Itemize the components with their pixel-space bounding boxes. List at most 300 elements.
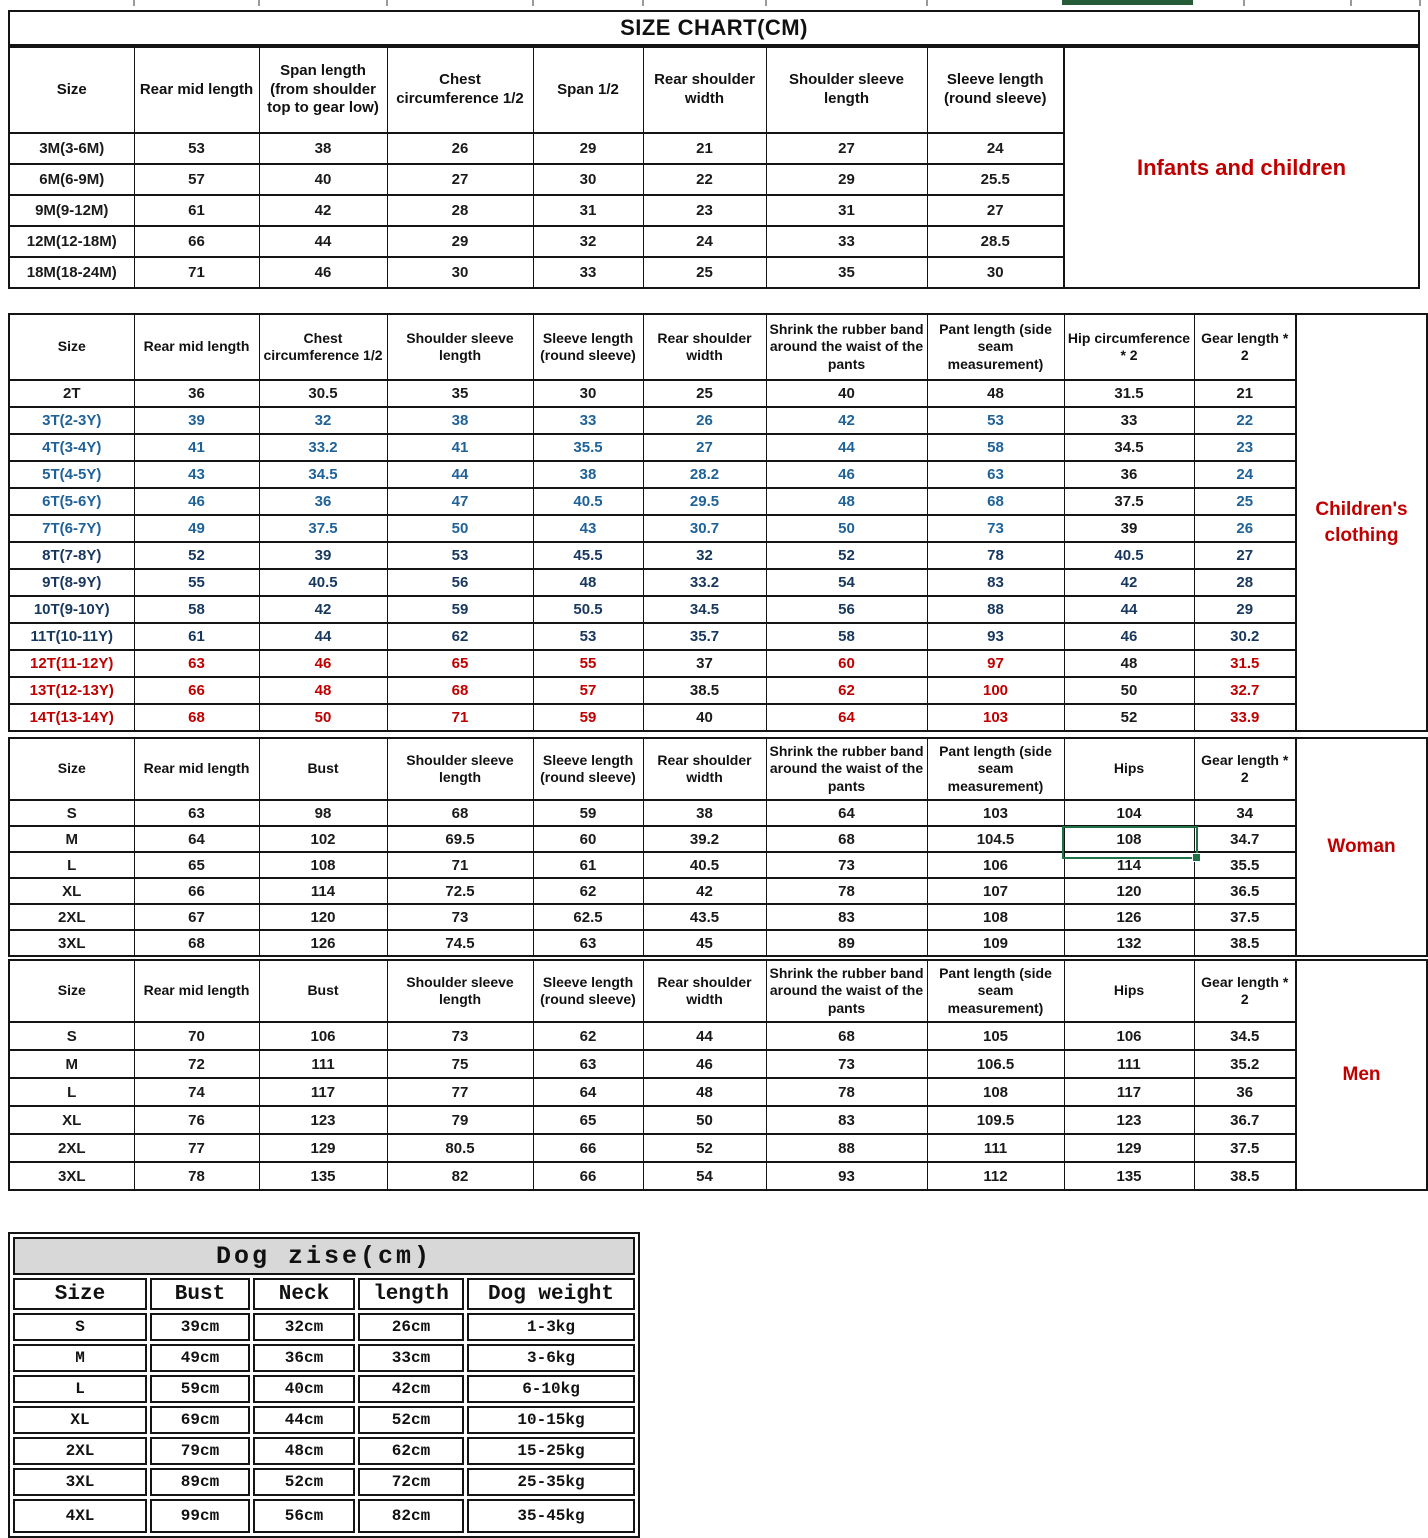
- value-cell: 39: [1064, 515, 1194, 542]
- value-cell: 99cm: [150, 1499, 250, 1533]
- value-cell: 29.5: [643, 488, 766, 515]
- value-cell: 108: [927, 1078, 1064, 1106]
- value-cell: 42cm: [358, 1375, 464, 1403]
- value-cell: 105: [927, 1022, 1064, 1050]
- column-header: Rear shoulder width: [643, 47, 766, 133]
- value-cell: 56: [387, 569, 533, 596]
- value-cell: 59: [387, 596, 533, 623]
- value-cell: 129: [1064, 1134, 1194, 1162]
- value-cell: 35-45kg: [467, 1499, 635, 1533]
- value-cell: 34.5: [1194, 1022, 1296, 1050]
- value-cell: 74: [134, 1078, 259, 1106]
- value-cell: 89cm: [150, 1468, 250, 1496]
- value-cell: 114: [1064, 852, 1194, 878]
- row-size-label: S: [13, 1313, 147, 1341]
- value-cell: 66: [533, 1134, 643, 1162]
- value-cell: 38: [387, 407, 533, 434]
- value-cell: 73: [387, 904, 533, 930]
- value-cell: 106: [1064, 1022, 1194, 1050]
- value-cell: 82: [387, 1162, 533, 1190]
- value-cell: 29: [387, 226, 533, 257]
- column-header: Shrink the rubber band around the waist of the pants: [766, 314, 927, 380]
- value-cell: 44: [259, 226, 387, 257]
- value-cell: 107: [927, 878, 1064, 904]
- value-cell: 36: [134, 380, 259, 407]
- value-cell: 102: [259, 826, 387, 852]
- value-cell: 39: [134, 407, 259, 434]
- dog-table: [8, 1232, 640, 1538]
- row-size-label: 3XL: [9, 1162, 134, 1190]
- value-cell: 66: [134, 677, 259, 704]
- row-size-label: 7T(6-7Y): [9, 515, 134, 542]
- value-cell: 35.7: [643, 623, 766, 650]
- value-cell: 48cm: [253, 1437, 355, 1465]
- value-cell: 109.5: [927, 1106, 1064, 1134]
- row-size-label: M: [13, 1344, 147, 1372]
- column-header: Rear mid length: [134, 314, 259, 380]
- column-header: Size: [9, 960, 134, 1022]
- row-size-label: XL: [13, 1406, 147, 1434]
- column-header: Bust: [259, 738, 387, 800]
- column-tick: [1350, 0, 1352, 6]
- column-header: Rear mid length: [134, 738, 259, 800]
- row-size-label: S: [9, 1022, 134, 1050]
- dog-table-wrap: [8, 1232, 640, 1538]
- value-cell: 126: [1064, 904, 1194, 930]
- column-header: Rear shoulder width: [643, 960, 766, 1022]
- value-cell: 117: [259, 1078, 387, 1106]
- value-cell: 123: [259, 1106, 387, 1134]
- column-header: Shrink the rubber band around the waist of the pants: [766, 960, 927, 1022]
- value-cell: 59: [533, 800, 643, 826]
- column-header: Gear length * 2: [1194, 960, 1296, 1022]
- value-cell: 31: [533, 195, 643, 226]
- value-cell: 104: [1064, 800, 1194, 826]
- value-cell: 36: [1064, 461, 1194, 488]
- value-cell: 52: [1064, 704, 1194, 731]
- row-size-label: 3M(3-6M): [9, 133, 134, 164]
- value-cell: 82cm: [358, 1499, 464, 1533]
- value-cell: 69cm: [150, 1406, 250, 1434]
- value-cell: 3-6kg: [467, 1344, 635, 1372]
- value-cell: 40.5: [533, 488, 643, 515]
- value-cell: 52: [134, 542, 259, 569]
- value-cell: 38: [533, 461, 643, 488]
- value-cell: 37.5: [1194, 1134, 1296, 1162]
- value-cell: 29: [766, 164, 927, 195]
- row-size-label: XL: [9, 1106, 134, 1134]
- value-cell: 63: [134, 650, 259, 677]
- row-size-label: 2XL: [9, 1134, 134, 1162]
- value-cell: 38: [643, 800, 766, 826]
- value-cell: 25-35kg: [467, 1468, 635, 1496]
- row-size-label: 12M(12-18M): [9, 226, 134, 257]
- value-cell: 62: [387, 623, 533, 650]
- value-cell: 28: [1194, 569, 1296, 596]
- value-cell: 30: [533, 164, 643, 195]
- row-size-label: 2XL: [13, 1437, 147, 1465]
- excel-column-highlight-bar: [1062, 0, 1193, 5]
- value-cell: 55: [134, 569, 259, 596]
- value-cell: 79: [387, 1106, 533, 1134]
- row-size-label: 11T(10-11Y): [9, 623, 134, 650]
- value-cell: 62: [533, 878, 643, 904]
- women-section: [8, 737, 1428, 957]
- value-cell: 27: [927, 195, 1064, 226]
- value-cell: 49: [134, 515, 259, 542]
- column-tick: [1243, 0, 1245, 6]
- value-cell: 37: [643, 650, 766, 677]
- value-cell: 32cm: [253, 1313, 355, 1341]
- value-cell: 45.5: [533, 542, 643, 569]
- value-cell: 32.7: [1194, 677, 1296, 704]
- value-cell: 50.5: [533, 596, 643, 623]
- column-header: Rear shoulder width: [643, 314, 766, 380]
- value-cell: 44: [387, 461, 533, 488]
- value-cell: 41: [387, 434, 533, 461]
- column-header: Chest circumference 1/2: [259, 314, 387, 380]
- value-cell: 40: [643, 704, 766, 731]
- value-cell: 26: [643, 407, 766, 434]
- value-cell: 63: [533, 930, 643, 956]
- value-cell: 66: [134, 878, 259, 904]
- value-cell: 62: [533, 1022, 643, 1050]
- value-cell: 104.5: [927, 826, 1064, 852]
- value-cell: 25: [643, 380, 766, 407]
- column-header: Gear length * 2: [1194, 314, 1296, 380]
- value-cell: 39: [259, 542, 387, 569]
- value-cell: 27: [766, 133, 927, 164]
- value-cell: 71: [134, 257, 259, 288]
- value-cell: 71: [387, 704, 533, 731]
- value-cell: 61: [134, 195, 259, 226]
- value-cell: 68: [766, 826, 927, 852]
- value-cell: 35.2: [1194, 1050, 1296, 1078]
- value-cell: 108: [259, 852, 387, 878]
- column-tick: [1419, 0, 1421, 6]
- value-cell: 43: [134, 461, 259, 488]
- men-section: [8, 959, 1428, 1191]
- value-cell: 55: [533, 650, 643, 677]
- value-cell: 120: [1064, 878, 1194, 904]
- value-cell: 23: [1194, 434, 1296, 461]
- value-cell: 73: [387, 1022, 533, 1050]
- row-size-label: L: [13, 1375, 147, 1403]
- value-cell: 27: [643, 434, 766, 461]
- value-cell: 71: [387, 852, 533, 878]
- value-cell: 27: [387, 164, 533, 195]
- column-header: Bust: [150, 1278, 250, 1310]
- value-cell: 73: [766, 852, 927, 878]
- value-cell: 28.2: [643, 461, 766, 488]
- value-cell: 64: [134, 826, 259, 852]
- value-cell: 38.5: [1194, 930, 1296, 956]
- value-cell: 44: [259, 623, 387, 650]
- value-cell: 98: [259, 800, 387, 826]
- value-cell: 36.5: [1194, 878, 1296, 904]
- value-cell: 48: [1064, 650, 1194, 677]
- column-header: Rear mid length: [134, 960, 259, 1022]
- value-cell: 42: [643, 878, 766, 904]
- value-cell: 26cm: [358, 1313, 464, 1341]
- value-cell: 48: [533, 569, 643, 596]
- value-cell: 32: [533, 226, 643, 257]
- value-cell: 48: [643, 1078, 766, 1106]
- column-tick: [765, 0, 767, 6]
- column-header: Pant length (side seam measurement): [927, 314, 1064, 380]
- value-cell: 44: [643, 1022, 766, 1050]
- value-cell: 25.5: [927, 164, 1064, 195]
- value-cell: 29: [1194, 596, 1296, 623]
- value-cell: 61: [134, 623, 259, 650]
- column-header: Shoulder sleeve length: [387, 738, 533, 800]
- value-cell: 72cm: [358, 1468, 464, 1496]
- sheet-title-bar: [8, 10, 1420, 46]
- row-size-label: 3XL: [9, 930, 134, 956]
- value-cell: 68: [134, 704, 259, 731]
- value-cell: 93: [927, 623, 1064, 650]
- value-cell: 6-10kg: [467, 1375, 635, 1403]
- value-cell: 35.5: [533, 434, 643, 461]
- value-cell: 46: [1064, 623, 1194, 650]
- value-cell: 44cm: [253, 1406, 355, 1434]
- value-cell: 46: [259, 650, 387, 677]
- value-cell: 66: [134, 226, 259, 257]
- value-cell: 24: [643, 226, 766, 257]
- column-header: Size: [13, 1278, 147, 1310]
- value-cell: 69.5: [387, 826, 533, 852]
- value-cell: 37.5: [259, 515, 387, 542]
- value-cell: 56: [766, 596, 927, 623]
- value-cell: 106.5: [927, 1050, 1064, 1078]
- children-table: [8, 313, 1297, 732]
- value-cell: 46: [134, 488, 259, 515]
- column-tick: [133, 0, 135, 6]
- column-header: Shrink the rubber band around the waist of the pants: [766, 738, 927, 800]
- value-cell: 111: [927, 1134, 1064, 1162]
- value-cell: 43.5: [643, 904, 766, 930]
- value-cell: 40.5: [259, 569, 387, 596]
- value-cell: 42: [259, 596, 387, 623]
- value-cell: 45: [643, 930, 766, 956]
- value-cell: 36: [259, 488, 387, 515]
- value-cell: 120: [259, 904, 387, 930]
- row-size-label: 9T(8-9Y): [9, 569, 134, 596]
- value-cell: 97: [927, 650, 1064, 677]
- value-cell: 33: [766, 226, 927, 257]
- value-cell: 135: [1064, 1162, 1194, 1190]
- value-cell: 78: [766, 1078, 927, 1106]
- column-header: Rear mid length: [134, 47, 259, 133]
- value-cell: 52: [643, 1134, 766, 1162]
- value-cell: 75: [387, 1050, 533, 1078]
- column-header: Size: [9, 47, 134, 133]
- children-table-wrap: [8, 313, 1297, 732]
- value-cell: 100: [927, 677, 1064, 704]
- value-cell: 35: [387, 380, 533, 407]
- value-cell: 64: [766, 704, 927, 731]
- column-header: Sleeve length (round sleeve): [533, 960, 643, 1022]
- row-size-label: 18M(18-24M): [9, 257, 134, 288]
- value-cell: 34.5: [259, 461, 387, 488]
- row-size-label: 14T(13-14Y): [9, 704, 134, 731]
- value-cell: 62cm: [358, 1437, 464, 1465]
- value-cell: 33: [533, 257, 643, 288]
- value-cell: 33.2: [643, 569, 766, 596]
- value-cell: 111: [259, 1050, 387, 1078]
- column-tick: [258, 0, 260, 6]
- value-cell: 132: [1064, 930, 1194, 956]
- value-cell: 57: [134, 164, 259, 195]
- value-cell: 52: [766, 542, 927, 569]
- value-cell: 65: [134, 852, 259, 878]
- value-cell: 28.5: [927, 226, 1064, 257]
- column-header: Gear length * 2: [1194, 738, 1296, 800]
- value-cell: 53: [533, 623, 643, 650]
- value-cell: 93: [766, 1162, 927, 1190]
- value-cell: 68: [766, 1022, 927, 1050]
- value-cell: 103: [927, 800, 1064, 826]
- value-cell: 30: [927, 257, 1064, 288]
- value-cell: 29: [533, 133, 643, 164]
- value-cell: 72: [134, 1050, 259, 1078]
- men-table: [8, 959, 1297, 1191]
- value-cell: 63: [134, 800, 259, 826]
- value-cell: 53: [387, 542, 533, 569]
- value-cell: 53: [134, 133, 259, 164]
- value-cell: 22: [1194, 407, 1296, 434]
- value-cell: 108: [927, 904, 1064, 930]
- row-size-label: 12T(11-12Y): [9, 650, 134, 677]
- value-cell: 50: [643, 1106, 766, 1134]
- value-cell: 117: [1064, 1078, 1194, 1106]
- women-table: [8, 737, 1297, 957]
- value-cell: 78: [927, 542, 1064, 569]
- value-cell: 40: [766, 380, 927, 407]
- value-cell: 26: [387, 133, 533, 164]
- value-cell: 64: [533, 1078, 643, 1106]
- value-cell: 54: [643, 1162, 766, 1190]
- women-table-wrap: [8, 737, 1297, 957]
- row-size-label: 3XL: [13, 1468, 147, 1496]
- value-cell: 26: [1194, 515, 1296, 542]
- value-cell: 31.5: [1064, 380, 1194, 407]
- value-cell: 21: [643, 133, 766, 164]
- value-cell: 52cm: [358, 1406, 464, 1434]
- value-cell: 25: [1194, 488, 1296, 515]
- value-cell: 27: [1194, 542, 1296, 569]
- row-size-label: 5T(4-5Y): [9, 461, 134, 488]
- value-cell: 25: [643, 257, 766, 288]
- value-cell: 77: [387, 1078, 533, 1106]
- value-cell: 58: [134, 596, 259, 623]
- value-cell: 41: [134, 434, 259, 461]
- column-header: Rear shoulder width: [643, 738, 766, 800]
- value-cell: 30.5: [259, 380, 387, 407]
- value-cell: 50: [766, 515, 927, 542]
- value-cell: 60: [766, 650, 927, 677]
- men-table-wrap: [8, 959, 1297, 1191]
- value-cell: 48: [927, 380, 1064, 407]
- value-cell: 33.2: [259, 434, 387, 461]
- value-cell: 58: [766, 623, 927, 650]
- value-cell: 129: [259, 1134, 387, 1162]
- value-cell: 38.5: [1194, 1162, 1296, 1190]
- value-cell: 123: [1064, 1106, 1194, 1134]
- value-cell: 40.5: [1064, 542, 1194, 569]
- column-header: Chest circumference 1/2: [387, 47, 533, 133]
- row-size-label: M: [9, 826, 134, 852]
- value-cell: 52cm: [253, 1468, 355, 1496]
- value-cell: 48: [766, 488, 927, 515]
- value-cell: 39.2: [643, 826, 766, 852]
- value-cell: 54: [766, 569, 927, 596]
- value-cell: 34.5: [1064, 434, 1194, 461]
- value-cell: 68: [387, 800, 533, 826]
- value-cell: 63: [927, 461, 1064, 488]
- value-cell: 50: [1064, 677, 1194, 704]
- row-size-label: 6T(5-6Y): [9, 488, 134, 515]
- value-cell: 111: [1064, 1050, 1194, 1078]
- row-size-label: 3T(2-3Y): [9, 407, 134, 434]
- value-cell: 35.5: [1194, 852, 1296, 878]
- infants-table-wrap: [8, 46, 1065, 289]
- value-cell: 43: [533, 515, 643, 542]
- value-cell: 126: [259, 930, 387, 956]
- column-header: length: [358, 1278, 464, 1310]
- dog-table-title: Dog zise(cm): [13, 1237, 635, 1275]
- value-cell: 47: [387, 488, 533, 515]
- value-cell: 24: [1194, 461, 1296, 488]
- column-header: Hips: [1064, 960, 1194, 1022]
- value-cell: 103: [927, 704, 1064, 731]
- value-cell: 62.5: [533, 904, 643, 930]
- column-header: Sleeve length (round sleeve): [533, 314, 643, 380]
- value-cell: 135: [259, 1162, 387, 1190]
- value-cell: 57: [533, 677, 643, 704]
- value-cell: 88: [927, 596, 1064, 623]
- value-cell: 58: [927, 434, 1064, 461]
- value-cell: 50: [259, 704, 387, 731]
- value-cell: 46: [766, 461, 927, 488]
- value-cell: 22: [643, 164, 766, 195]
- column-header: Pant length (side seam measurement): [927, 738, 1064, 800]
- value-cell: 59cm: [150, 1375, 250, 1403]
- row-size-label: XL: [9, 878, 134, 904]
- value-cell: 89: [766, 930, 927, 956]
- sheet-title: SIZE CHART(CM): [620, 15, 808, 40]
- infants-table: [8, 46, 1065, 289]
- infants-section: [8, 46, 1420, 289]
- value-cell: 30: [533, 380, 643, 407]
- column-header: Sleeve length (round sleeve): [533, 738, 643, 800]
- value-cell: 28: [387, 195, 533, 226]
- value-cell: 76: [134, 1106, 259, 1134]
- column-header: Size: [9, 314, 134, 380]
- value-cell: 112: [927, 1162, 1064, 1190]
- column-tick: [926, 0, 928, 6]
- column-header: Neck: [253, 1278, 355, 1310]
- value-cell: 15-25kg: [467, 1437, 635, 1465]
- column-header: Shoulder sleeve length: [387, 960, 533, 1022]
- column-header: Shoulder sleeve length: [387, 314, 533, 380]
- value-cell: 80.5: [387, 1134, 533, 1162]
- value-cell: 70: [134, 1022, 259, 1050]
- infants-section-label: Infants and children: [1063, 46, 1420, 289]
- row-size-label: 8T(7-8Y): [9, 542, 134, 569]
- value-cell: 21: [1194, 380, 1296, 407]
- value-cell: 38: [259, 133, 387, 164]
